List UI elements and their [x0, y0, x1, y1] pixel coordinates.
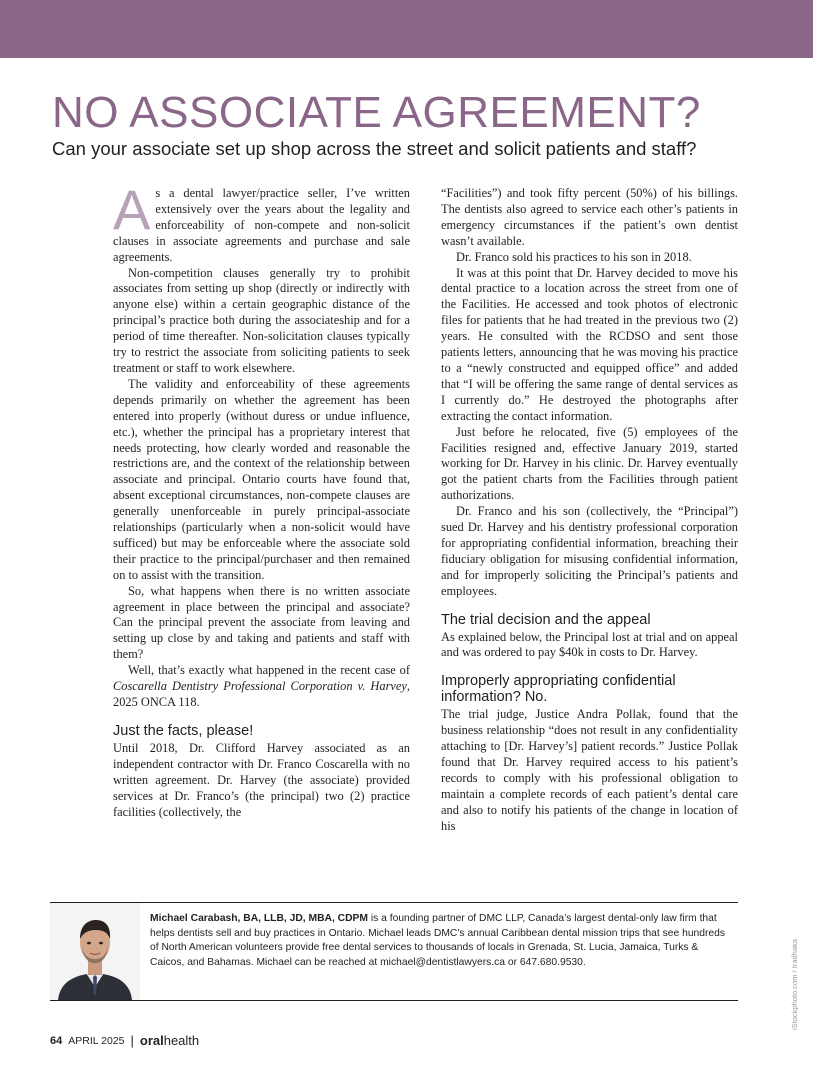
body-paragraph: Non-competition clauses generally try to prohibit associates from setting up shop (directly or indirectly with anyone else) within a certain geographic distance of the principal’s practice both during the associateship and for a period of time thereafter. Non-solicitation clauses typically try to restrict the associate from soliciting patients to seek treatment or staff to work elsewhere.	[113, 265, 410, 375]
body-paragraph: Dr. Franco sold his practices to his son in 2018.	[456, 249, 692, 264]
brand-logo-health: health	[163, 1033, 200, 1048]
case-intro: Well, that’s exactly what happened in the recent case of	[128, 663, 410, 678]
left-column	[113, 178, 410, 820]
page-footer	[50, 1033, 199, 1048]
author-bio-box	[50, 902, 738, 1001]
body-paragraph: As explained below, the Principal lost at trial and on appeal and was ordered to pay $40k in costs to Dr. Harvey.	[441, 629, 738, 660]
author-portrait-icon	[50, 903, 140, 1000]
top-color-band	[0, 0, 813, 58]
body-paragraph: It was at this point that Dr. Harvey decided to move his dental practice to a location across the street from one of the Facilities. He accessed and took photos of electronic files for patients that he had treated in the previous two (2) years. He consulted with the RCDSO and sent those patients letters, announcing that he was moving his practice to a “newly constructed and equipped office” and added that “I will be offering the same range of dental services as I currently do.” He destroyed the photographs after extracting the contact information.	[441, 265, 738, 423]
footer-separator: |	[130, 1033, 134, 1048]
author-bio-text	[140, 903, 738, 1000]
author-name: Michael Carabash, BA, LLB, JD, MBA, CDPM	[150, 913, 368, 924]
body-paragraph	[113, 663, 410, 711]
case-name: Coscarella Dentistry Professional Corporation v. Harvey	[113, 679, 407, 694]
author-description: is a founding partner of DMC LLP, Canada’s largest dental-only law firm that helps dentists sell and buy practices in Ontario. Michael leads DMC’s annual Caribbean dental mission trips that see hundreds of North American volunteers provide free dental services to thousands of locals in Grenada, St. Lucia, Jamaica, Turks & Caicos, and Bahamas. Michael can be reached at michael@dentistlawyers.ca or 647.680.9530.	[150, 913, 726, 968]
article-headline: NO ASSOCIATE AGREEMENT?	[52, 88, 701, 137]
intro-paragraph	[113, 178, 410, 266]
body-paragraph: “Facilities”) and took fifty percent (50%) of his billings. The dentists also agreed to service each other’s patients in emergency circumstances if the patient’s own dentist wasn’t available.	[441, 186, 738, 248]
right-column	[441, 186, 738, 835]
body-paragraph: The validity and enforceability of these agreements depends primarily on whether the agreement has been entered into properly (without duress or undue influence, etc.), whether the principal has a proprietary interest that needs protecting, how clearly worded and reasonable the restrictions are, and the context of the relationship between associate and principal. Ontario courts have found that, absent exceptional circumstances, non-compete clauses are generally unenforceable in purely principal-associate relationships (particularly when a non-solicit would have sufficed) but may be enforceable where the associate sold their practice to the principal/purchaser and then remained on to assist with the transition.	[113, 376, 410, 582]
article-deck: Can your associate set up shop across the street and solicit patients and staff?	[52, 138, 697, 159]
section-heading-improper: Improperly appropriating confidential information? No.	[441, 673, 676, 706]
body-paragraph: Just before he relocated, five (5) employees of the Facilities resigned and, effective January 2019, started working for Dr. Harvey in his clinic. Dr. Harvey eventually got the patient charts from the Facilities through patient authorizations.	[441, 424, 738, 503]
body-paragraph: Dr. Franco and his son (collectively, the “Principal”) sued Dr. Harvey and his dentistry professional corporation for appropriating confidential information, breaching their fiduciary obligation for misusing confidential information, and for improperly soliciting the Principal’s patients and employees.	[441, 504, 738, 598]
body-paragraph: So, what happens when there is no written associate agreement in place between the principal and associate? Can the principal prevent the associate from leaving and setting up close by and taking and patients and staff with them?	[113, 583, 410, 662]
author-photo	[50, 903, 140, 1000]
photo-credit: iStockphoto.com / Iradhaka	[790, 939, 799, 1030]
brand-logo-oral: oral	[139, 1033, 164, 1048]
page-number: 64	[50, 1034, 63, 1047]
intro-text: s a dental lawyer/practice seller, I’ve written extensively over the years about the legality and enforceability of non-compete and non-solicit clauses in associate agreements and purchase and sale agreements.	[113, 186, 410, 264]
section-heading-trial: The trial decision and the appeal	[441, 611, 651, 628]
case-citation: , 2025 ONCA 118.	[113, 679, 410, 709]
drop-cap: A	[113, 178, 151, 241]
body-paragraph: The trial judge, Justice Andra Pollak, found that the business relationship “does not result in any confidentiality attaching to [Dr. Harvey’s] patient records.” Justice Pollak found that Dr. Harvey required access to his patient’s records to comply with his professional obligation to maintain a complete records of each patient’s dental care and also to notify his patients of the change in location of his	[441, 707, 738, 833]
issue-date: APRIL 2025	[68, 1034, 125, 1047]
body-paragraph: Until 2018, Dr. Clifford Harvey associated as an independent contractor with Dr. Franco Coscarella with no written agreement. Dr. Harvey (the associate) provided services at Dr. Franco’s (the principal) two (2) practice facilities (collectively, the	[113, 740, 410, 819]
section-heading-facts: Just the facts, please!	[113, 722, 254, 739]
